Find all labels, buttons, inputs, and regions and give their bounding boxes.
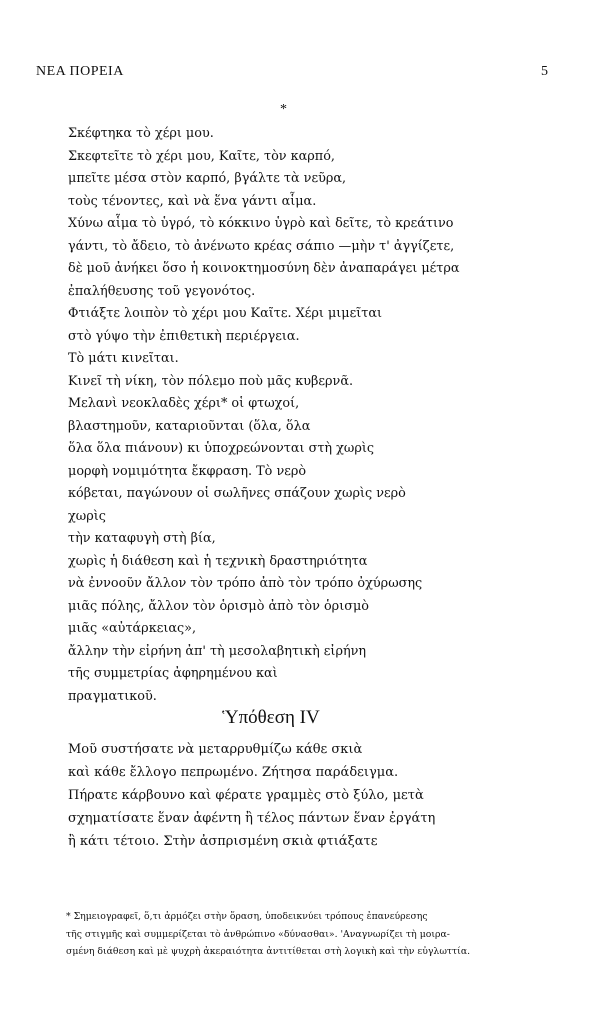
poem-line: σχηματίσατε ἕναν ἀφέντη ἢ τέλος πάντων ἕναν ἐργάτη <box>68 811 436 826</box>
poem-line: πραγματικοῦ. <box>68 688 157 704</box>
footnote-line: * Σημειογραφεῖ, ὅ,τι ἁρμόζει στὴν ὅραση, ὑποδεικνύει τρόπους ἐπανεύρεσης <box>66 911 428 922</box>
poem-line: Μελανὶ νεοκλαδὲς χέρι* οἱ φτωχοί, <box>68 396 300 411</box>
poem-line: μιᾶς πόλης, ἄλλον τὸν ὁρισμὸ ἀπὸ τὸν ὁρισμὸ <box>68 598 369 614</box>
poem-line: χωρὶς ἡ διάθεση καὶ ἡ τεχνικὴ δραστηριότητα <box>68 553 368 569</box>
poem-line: Μοῦ συστήσατε νὰ μεταρρυθμίζω κάθε σκιὰ <box>68 742 363 757</box>
section-heading: Ὑπόθεση IV <box>222 707 320 728</box>
poem-line: ἢ κάτι τέτοιο. Στὴν ἀσπρισμένη σκιὰ φτιάξατε <box>68 834 378 849</box>
poem-line: μορφὴ νομιμότητα ἔκφραση. Τὸ νερὸ <box>68 463 307 479</box>
footnote <box>66 908 556 961</box>
poem-line: Τὸ μάτι κινεῖται. <box>68 351 179 366</box>
running-header-title: ΝΕΑ ΠΟΡΕΙΑ <box>36 64 124 79</box>
poem-stanza <box>68 123 548 708</box>
poem-line: Σκεφτεῖτε τὸ χέρι μου, Καῖτε, τὸν καρπό, <box>68 148 335 164</box>
poem-line: ἄλλην τὴν εἰρήνη ἀπ' τὴ μεσολαβητικὴ εἰρήνη <box>68 643 367 659</box>
poem-line: Φτιάξτε λοιπὸν τὸ χέρι μου Καῖτε. Χέρι μιμεῖται <box>68 306 383 321</box>
poem-line: χωρὶς <box>68 508 106 524</box>
poem-line: μιᾶς «αὐτάρκειας», <box>68 621 197 636</box>
page-number: 5 <box>541 64 548 79</box>
poem-line: κόβεται, παγώνουν οἱ σωλῆνες σπάζουν χωρὶς νερὸ <box>68 486 406 501</box>
poem-line: νὰ ἐννοοῦν ἄλλον τὸν τρόπο ἀπὸ τὸν τρόπο ὀχύρωσης <box>68 576 423 591</box>
poem-line: Σκέφτηκα τὸ χέρι μου. <box>68 126 214 141</box>
poem-line: βλαστημοῦν, καταριοῦνται (ὅλα, ὅλα <box>68 418 311 434</box>
poem-line: ὅλα ὅλα πιάνουν) κι ὑποχρεώνονται στὴ χωρὶς <box>68 441 375 456</box>
poem-line: τοὺς τένοντες, καὶ νὰ ἕνα γάντι αἷμα. <box>68 193 317 209</box>
poem-line: δὲ μοῦ ἀνήκει ὅσο ἡ κοινοκτημοσύνη δὲν ἀναπαράγει μέτρα <box>68 261 460 276</box>
poem-line: ἐπαλήθευσης τοῦ γεγονότος. <box>68 283 256 299</box>
footnote-line: τῆς στιγμῆς καὶ συμμερίζεται τὸ ἀνθρώπινο «δύνασθαι». 'Αναγνωρίζει τὴ μοιρα- <box>66 928 450 940</box>
poem-line: Κινεῖ τὴ νίκη, τὸν πόλεμο ποὺ μᾶς κυβερνᾶ. <box>68 373 354 389</box>
poem-line: τὴν καταφυγὴ στὴ βία, <box>68 531 216 546</box>
poem-stanza-second <box>68 738 548 853</box>
footnote-line: σμένη διάθεση καὶ μὲ ψυχρὴ ἀκεραιότητα ἀντιτίθεται στὴ λογικὴ καὶ τὴν εὐγλωττία. <box>66 946 471 957</box>
poem-line: Χύνω αἷμα τὸ ὑγρό, τὸ κόκκινο ὑγρὸ καὶ δεῖτε, τὸ κρεάτινο <box>68 216 454 231</box>
poem-line: τῆς συμμετρίας ἀφηρημένου καὶ <box>68 666 278 681</box>
poem-line: καὶ κάθε ἔλλογο πεπρωμένο. Ζήτησα παράδειγμα. <box>68 765 399 780</box>
poem-line: γάντι, τὸ ἄδειο, τὸ ἀνένωτο κρέας σάπιο —μὴν τ' ἀγγίζετε, <box>68 238 455 254</box>
poem-line: στὸ γύψο τὴν ἐπιθετικὴ περιέργεια. <box>68 328 300 344</box>
poem-line: μπεῖτε μέσα στὸν καρπό, βγάλτε τὰ νεῦρα, <box>68 171 347 186</box>
poem-line: Πήρατε κάρβουνο καὶ φέρατε γραμμὲς στὸ ξύλο, μετὰ <box>68 788 424 803</box>
section-asterisk: * <box>280 102 287 117</box>
